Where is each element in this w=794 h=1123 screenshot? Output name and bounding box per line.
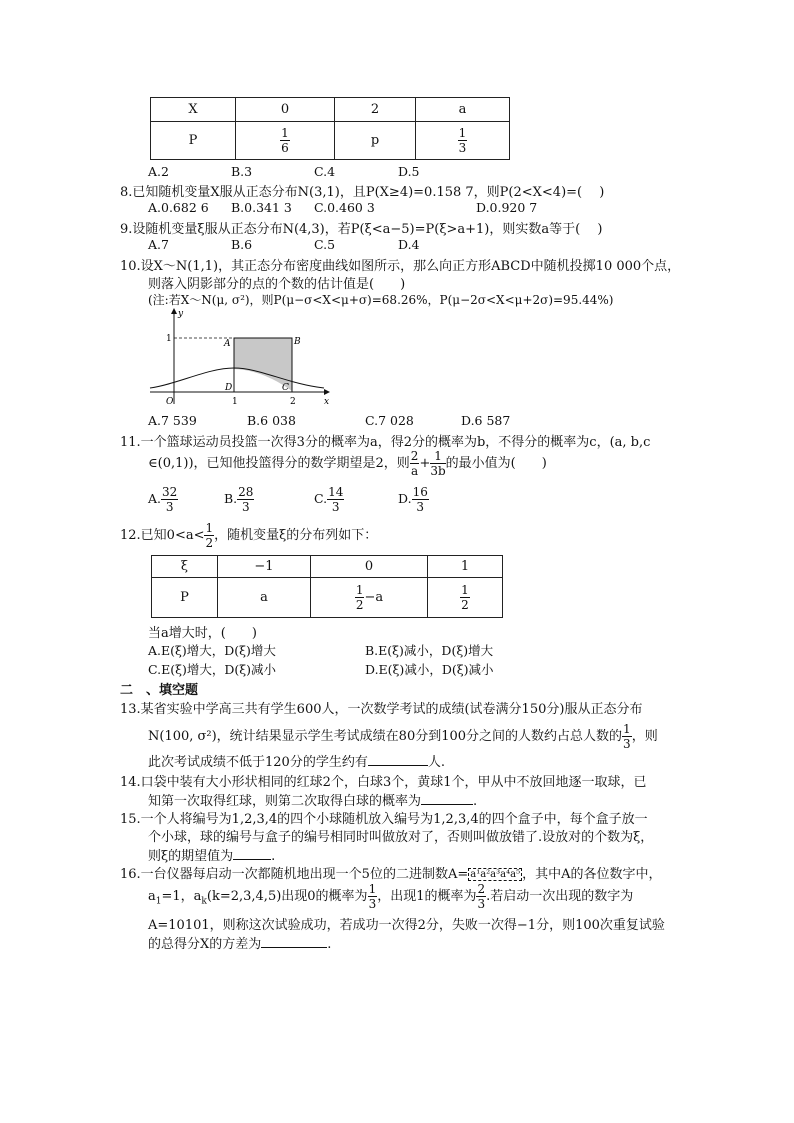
density-curve bbox=[150, 368, 324, 388]
q11-stem-line1: 11.一个篮球运动员投篮一次得3分的概率为a，得2分的概率为b，不得分的概率为c，(a, b,c bbox=[120, 435, 651, 450]
point-label-b: B bbox=[294, 337, 301, 347]
q9-option-d: D.4 bbox=[398, 237, 420, 252]
table-cell: P bbox=[151, 122, 236, 160]
q10-option-b: B.6 038 bbox=[247, 413, 296, 428]
table-cell: 1 bbox=[428, 556, 503, 578]
distribution-table-x bbox=[150, 97, 510, 160]
q14-line1: 14.口袋中装有大小形状相同的红球2个，白球3个，黄球1个，甲从中不放回地逐一取球，已 bbox=[120, 775, 647, 790]
table-cell bbox=[416, 122, 510, 160]
q11-option-a: A. $\frac{32}{3}$ bbox=[148, 485, 178, 514]
q13-line2: N(100, σ²)，统计结果显示学生考试成绩在80分到100分之间的人数约占总人数的 $\frac{1}{3}$ ，则 bbox=[148, 722, 658, 751]
tick-label-y1: 1 bbox=[166, 334, 172, 344]
q8-stem: 8.已知随机变量X服从正态分布N(3,1)，且P(X≥4)=0.158 7，则P(2<X<4)=( ) bbox=[120, 185, 605, 200]
binary-number-box: a¹a²a³a⁴a⁵ bbox=[470, 869, 521, 880]
q9-option-b: B.6 bbox=[231, 237, 253, 252]
section-heading: 二 、填空题 bbox=[120, 683, 199, 698]
q16-line4: 的总得分X的方差为 . bbox=[148, 937, 332, 952]
q15-line3: 则ξ的期望值为 . bbox=[148, 849, 276, 864]
q10-option-d: D.6 587 bbox=[461, 413, 511, 428]
q11-option-d: D. $\frac{16}{3}$ bbox=[398, 485, 428, 514]
q10-note: (注:若X～N(μ, σ²)，则P(μ−σ<X<μ+σ)=68.26%，P(μ−2σ<X<μ+2σ)=95.44%) bbox=[148, 293, 614, 307]
q12-option-d: D.E(ξ)减小，D(ξ)减小 bbox=[365, 662, 494, 677]
origin-label: O bbox=[166, 397, 174, 407]
q12-stem: 12.已知0<a< $\frac{1}{2}$ ，随机变量ξ的分布列如下： bbox=[120, 521, 378, 550]
q7-option-a: A.2 bbox=[148, 164, 169, 179]
q13-line3: 此次考试成绩不低于120分的学生约有 人. bbox=[148, 755, 445, 770]
table-cell: −1 bbox=[218, 556, 311, 578]
table-cell: $\frac{1}{2}$ −a bbox=[311, 578, 428, 618]
q10-option-a: A.7 539 bbox=[148, 413, 197, 428]
point-label-c: C bbox=[282, 383, 289, 393]
answer-blank[interactable] bbox=[368, 753, 428, 766]
q10-option-c: C.7 028 bbox=[365, 413, 414, 428]
table-cell: p bbox=[335, 122, 416, 160]
q10-stem-line2: 则落入阴影部分的点的个数的估计值是( ) bbox=[148, 277, 406, 292]
q7-option-d: D.5 bbox=[398, 164, 420, 179]
distribution-table-xi bbox=[151, 555, 503, 618]
q16-line2: $a_1=1$，$a_k(k=2,3,4,5)$出现0的概率为 $\frac{1}{3}$ ，出现1的概率为 $\frac{2}{3}$ .若启动一次出现的数字为 bbox=[148, 882, 634, 911]
q12-question: 当a增大时，( ) bbox=[148, 626, 257, 641]
q11-option-c: C. $\frac{14}{3}$ bbox=[314, 485, 344, 514]
tick-label-x2: 2 bbox=[290, 397, 296, 407]
answer-blank[interactable] bbox=[233, 847, 271, 860]
x-axis-arrow bbox=[324, 389, 330, 395]
q9-option-a: A.7 bbox=[148, 237, 169, 252]
table-cell: 2 bbox=[335, 98, 416, 122]
table-cell: ξ bbox=[152, 556, 218, 578]
fraction: $\frac{1}{6}$ bbox=[281, 126, 289, 155]
x-axis-label: x bbox=[324, 397, 330, 407]
q7-option-c: C.4 bbox=[314, 164, 336, 179]
q12-option-b: B.E(ξ)减小，D(ξ)增大 bbox=[365, 643, 494, 658]
q9-option-c: C.5 bbox=[314, 237, 336, 252]
table-cell: 0 bbox=[311, 556, 428, 578]
answer-blank[interactable] bbox=[261, 935, 327, 948]
table-cell bbox=[236, 122, 335, 160]
q8-option-a: A.0.682 6 bbox=[148, 200, 209, 215]
y-axis-arrow bbox=[171, 308, 177, 314]
q14-line2: 知第一次取得红球，则第二次取得白球的概率为 . bbox=[148, 794, 478, 809]
table-cell: P bbox=[152, 578, 218, 618]
table-cell: $\frac{1}{2}$ bbox=[428, 578, 503, 618]
table-cell: a bbox=[416, 98, 510, 122]
q8-option-b: B.0.341 3 bbox=[231, 200, 292, 215]
table-cell: a bbox=[218, 578, 311, 618]
q15-line1: 15.一个人将编号为1,2,3,4的四个小球随机放入编号为1,2,3,4的四个盒子中，每个盒子放一 bbox=[120, 812, 648, 827]
q11-stem-line2: ∈(0,1))，已知他投篮得分的数学期望是2，则 $\frac{2}{a}$ + $\frac{1}{3b}$ 的最小值为( ) bbox=[148, 449, 547, 478]
point-label-d: D bbox=[225, 383, 233, 393]
q7-option-b: B.3 bbox=[231, 164, 253, 179]
q8-option-d: D.0.920 7 bbox=[476, 200, 538, 215]
fraction: $\frac{1}{3}$ bbox=[458, 126, 467, 155]
table-cell: X bbox=[151, 98, 236, 122]
answer-blank[interactable] bbox=[421, 792, 473, 805]
point-label-a: A bbox=[224, 339, 231, 349]
q10-stem-line1: 10.设X～N(1,1)，其正态分布密度曲线如图所示，那么向正方形ABCD中随机投掷10 000个点， bbox=[120, 259, 681, 274]
y-axis-label: y bbox=[178, 309, 184, 319]
q15-line2: 个小球，球的编号与盒子的编号相同时叫做放对了，否则叫做放错了.设放对的个数为ξ， bbox=[148, 830, 654, 845]
q16-line1: 16.一台仪器每启动一次都随机地出现一个5位的二进制数A= a¹a²a³a⁴a⁵ ，其中A的各位数字中， bbox=[120, 867, 662, 882]
q9-stem: 9.设随机变量ξ服从正态分布N(4,3)，若P(ξ<a−5)=P(ξ>a+1)，则实数a等于( ) bbox=[120, 222, 603, 237]
table-cell: 0 bbox=[236, 98, 335, 122]
q16-line3: A=10101，则称这次试验成功，若成功一次得2分，失败一次得−1分，则100次重复试验 bbox=[148, 918, 665, 933]
q8-option-c: C.0.460 3 bbox=[314, 200, 375, 215]
q13-line1: 13.某省实验中学高三共有学生600人，一次数学考试的成绩(试卷满分150分)服从正态分布 bbox=[120, 702, 643, 717]
q12-option-a: A.E(ξ)增大，D(ξ)增大 bbox=[148, 643, 276, 658]
q12-option-c: C.E(ξ)增大，D(ξ)减小 bbox=[148, 662, 277, 677]
q11-option-b: B. $\frac{28}{3}$ bbox=[224, 485, 254, 514]
normal-curve-figure bbox=[148, 306, 330, 410]
tick-label-x1: 1 bbox=[232, 397, 238, 407]
